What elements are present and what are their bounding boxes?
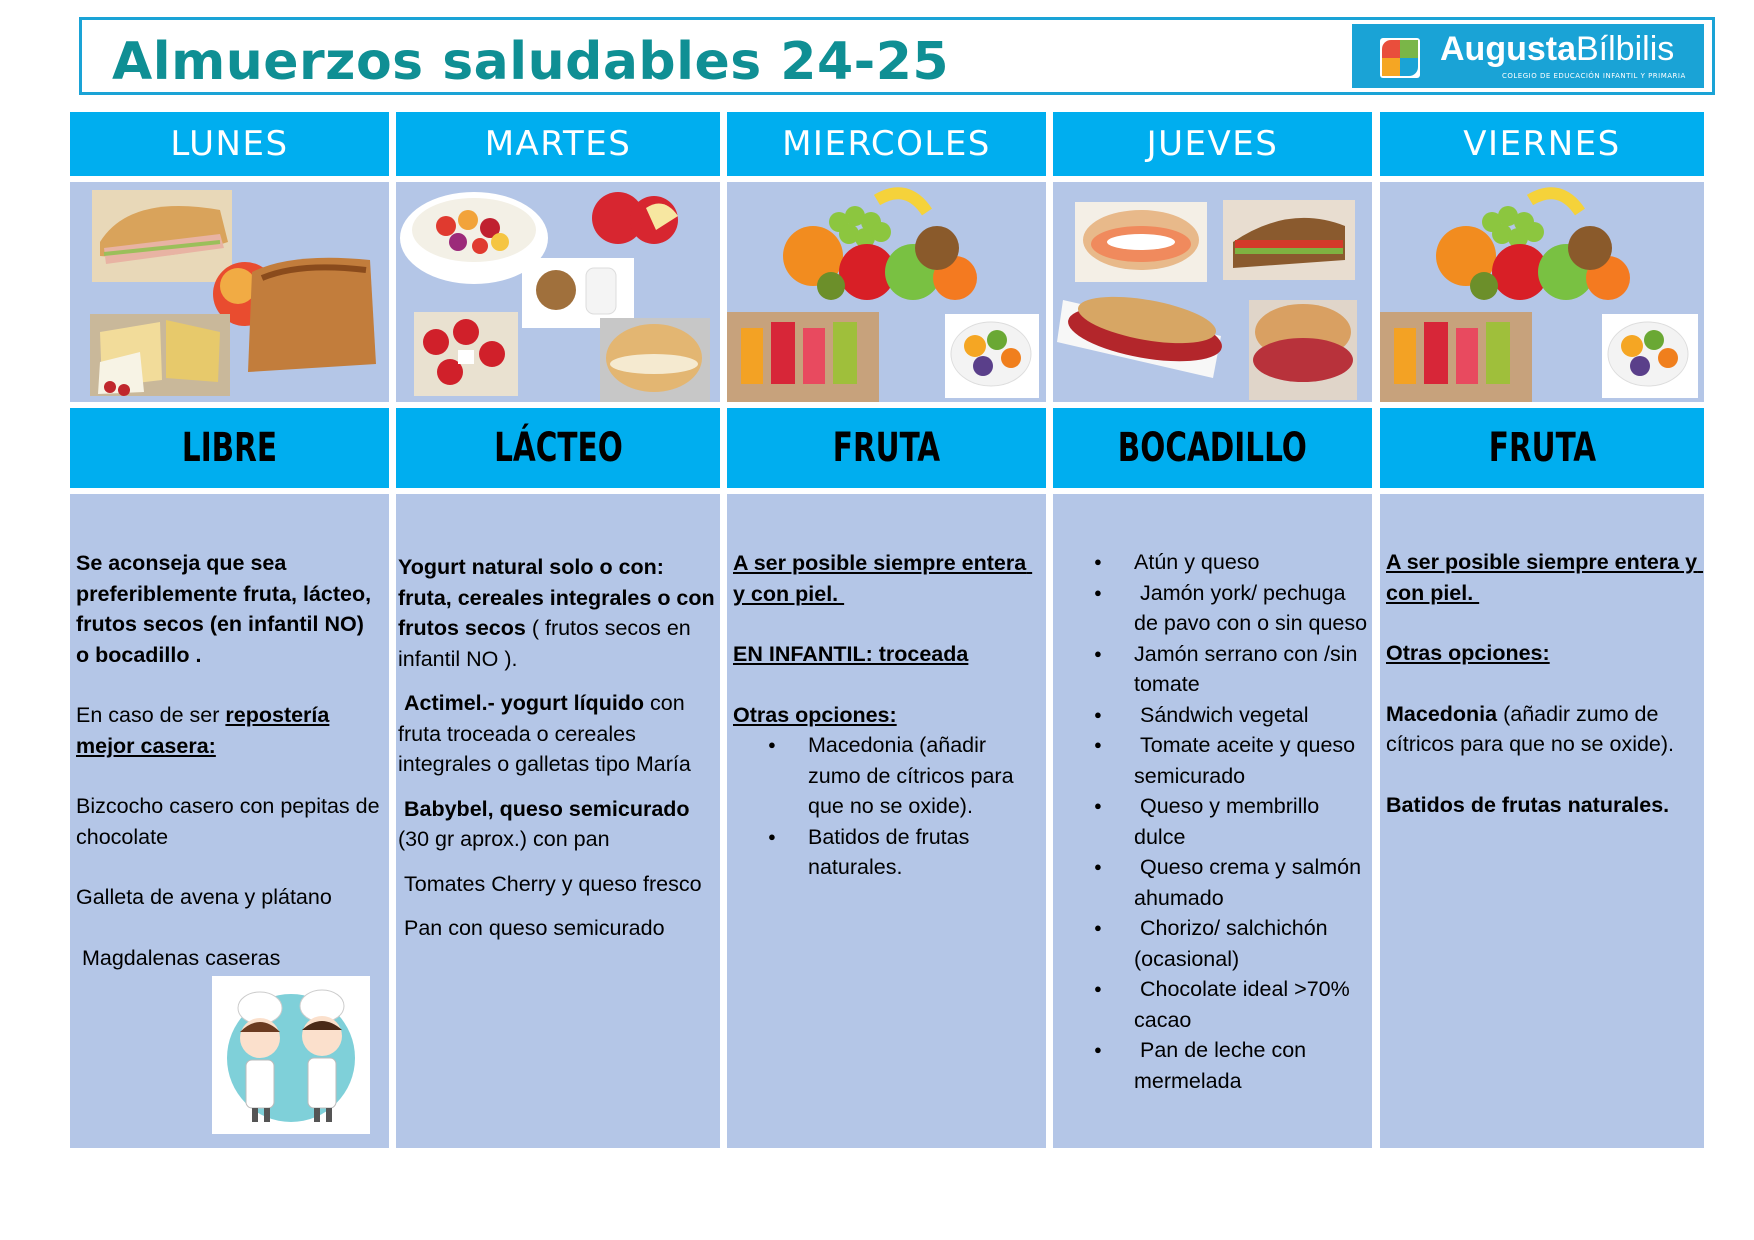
sandwich-bread-fruit-cheese-image [70, 182, 389, 402]
day-content [727, 494, 1046, 1148]
category-header: LÁCTEO [396, 408, 720, 488]
food-images [1380, 182, 1704, 402]
batidos-text: Batidos de frutas naturales. [1386, 792, 1670, 817]
note-text: A ser posible siempre entera y con piel. [733, 551, 1033, 606]
list-item: ● Batidos de frutas naturales. [808, 822, 1042, 883]
infantil-text: EN INFANTIL: troceada [733, 642, 969, 666]
day-content [396, 494, 720, 1148]
list-item: Galleta de avena y plátano [76, 885, 332, 909]
list-item: ● Macedonia (añadir zumo de cítricos para que no se oxide). [808, 730, 1042, 822]
logo-emblem-icon [1380, 38, 1420, 78]
list-item: Bizcocho casero con pepitas de chocolate [76, 794, 380, 849]
school-logo [1352, 24, 1704, 88]
fruits-juice-macedonia-image [1380, 182, 1704, 402]
list-item: ● Chorizo/ salchichón (ocasional) [1134, 913, 1368, 974]
food-images [396, 182, 720, 402]
note-text: A ser posible siempre entera y con piel. [1386, 550, 1704, 605]
logo-name: AugustaBílbilis [1440, 30, 1675, 68]
list-item: Tomates Cherry y queso fresco [398, 871, 702, 896]
list-item: ● Chocolate ideal >70% cacao [1134, 974, 1368, 1035]
list-item: ● Atún y queso [1134, 547, 1368, 578]
list-item: Pan con queso semicurado [398, 916, 665, 940]
sandwiches-image [1053, 182, 1372, 402]
intro-text: Se aconseja que sea preferiblemente fruta, lácteo, frutos secos (en infantil NO) o bocadillo . [76, 551, 372, 667]
day-header: MIERCOLES [727, 112, 1046, 176]
otras-opciones-label: Otras opciones: [733, 702, 897, 727]
category-header: FRUTA [727, 408, 1046, 488]
food-images [1053, 182, 1372, 402]
list-item: ● Pan de leche con mermelada [1134, 1035, 1368, 1096]
list-item: Magdalenas caseras [76, 945, 281, 970]
day-content [1380, 494, 1704, 1148]
logo-subtitle: COLEGIO DE EDUCACIÓN INFANTIL Y PRIMARIA [1502, 72, 1686, 80]
list-item: ● Jamón serrano con /sin tomate [1134, 639, 1368, 700]
page-title: Almuerzos saludables 24-25 [112, 32, 950, 92]
category-header: BOCADILLO [1053, 408, 1372, 488]
day-header: LUNES [70, 112, 389, 176]
day-header: MARTES [396, 112, 720, 176]
day-header: JUEVES [1053, 112, 1372, 176]
day-content [1053, 494, 1372, 1148]
list-item: ● Tomate aceite y queso semicurado [1134, 730, 1368, 791]
food-images [727, 182, 1046, 402]
category-header: LIBRE [70, 408, 389, 488]
otras-opciones-label: Otras opciones: [1386, 641, 1550, 665]
title-banner [79, 17, 1715, 95]
food-images [70, 182, 389, 402]
list-item: ● Queso crema y salmón ahumado [1134, 852, 1368, 913]
reposteria-text: En caso de ser repostería mejor casera: [76, 703, 330, 758]
list-item: ● Jamón york/ pechuga de pavo con o sin queso [1134, 578, 1368, 639]
actimel-text: Actimel.- yogurt líquido con fruta troceada o cereales integrales o galletas tipo María [398, 691, 691, 776]
day-content [70, 494, 389, 1148]
day-header: VIERNES [1380, 112, 1704, 176]
list-item: ● Sándwich vegetal [1134, 700, 1368, 731]
yogurt-cheese-tomato-image [396, 182, 720, 402]
macedonia-text: Macedonia (añadir zumo de cítricos para que no se oxide). [1386, 701, 1675, 756]
babybel-text: Babybel, queso semicurado (30 gr aprox.) con pan [398, 796, 696, 851]
category-header: FRUTA [1380, 408, 1704, 488]
yogurt-text: Yogurt natural solo o con: fruta, cereales integrales o con frutos secos ( frutos secos en infantil NO ). [398, 555, 715, 671]
sandwich-list [1053, 547, 1368, 1096]
list-item: ● Queso y membrillo dulce [1134, 791, 1368, 852]
chefs-illustration [212, 976, 370, 1134]
fruits-juice-macedonia-image [727, 182, 1046, 402]
